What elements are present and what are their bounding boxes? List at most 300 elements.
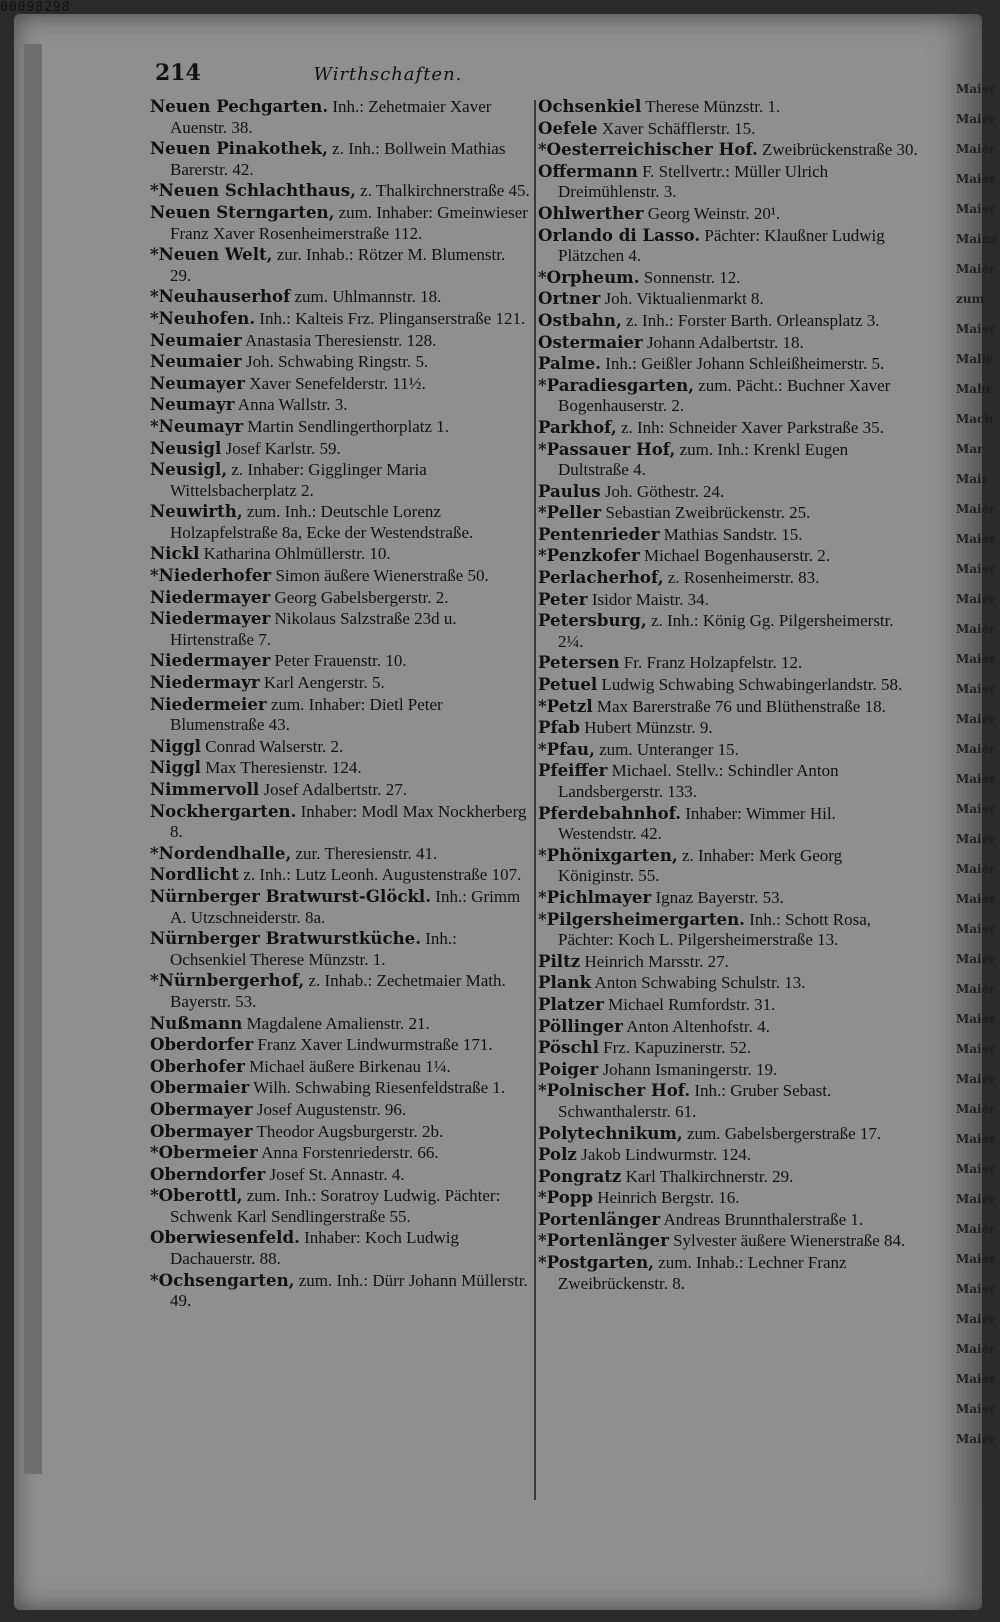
- entry-name: Niggl: [150, 757, 201, 778]
- entry-details: Anastasia Theresienstr. 128.: [241, 330, 437, 350]
- edge-fragment: Maier: [956, 562, 996, 576]
- entry-name: Neumayr: [150, 394, 235, 415]
- entry-name: Neumaier: [150, 329, 242, 350]
- edge-fragment: Maier: [956, 832, 996, 846]
- edge-fragment: Maier: [956, 682, 996, 696]
- entry-details: Josef Karlstr. 59.: [221, 438, 341, 458]
- entry-name: *Pichlmayer: [538, 886, 652, 907]
- directory-entry: [538, 1016, 918, 1038]
- edge-fragment: Maier: [956, 982, 996, 996]
- edge-fragment: Maier: [956, 652, 996, 666]
- entry-name: Polz: [538, 1144, 577, 1165]
- directory-entry: [150, 1270, 530, 1312]
- directory-entry: [150, 96, 530, 138]
- entry-details: zum. Inh.: Krenkl Eugen Dultstraße 4.: [558, 439, 849, 480]
- entry-details: Theodor Augsburgerstr. 2b.: [252, 1121, 444, 1141]
- entry-details: Ludwig Schwabing Schwabingerlandstr. 58.: [597, 675, 903, 695]
- entry-details: Franz Xaver Lindwurmstraße 171.: [253, 1035, 493, 1055]
- edge-fragment: Maier: [956, 922, 996, 936]
- entry-name: Ohlwerther: [538, 202, 644, 223]
- edge-fragment: Maier: [956, 1342, 996, 1356]
- entry-details: Karl Thalkirchnerstr. 29.: [621, 1166, 794, 1186]
- entry-details: Anna Wallstr. 3.: [234, 395, 348, 415]
- entry-name: Orlando di Lasso.: [538, 224, 701, 245]
- directory-entry: [150, 672, 530, 694]
- directory-entry: [150, 330, 530, 352]
- directory-entry: [150, 757, 530, 779]
- entry-details: Anna Forstenriederstr. 66.: [257, 1143, 439, 1163]
- page-header: [155, 60, 615, 90]
- directory-entry: [538, 589, 918, 611]
- edge-fragment: Maier: [956, 532, 996, 546]
- page-number: 214: [155, 60, 201, 86]
- edge-fragment: Mainz: [956, 232, 998, 246]
- directory-entry: [150, 501, 530, 543]
- entry-details: Max Barerstraße 76 und Blüthenstraße 18.: [592, 696, 886, 716]
- directory-entry: [538, 1252, 918, 1294]
- entry-name: *Paradiesgarten,: [538, 374, 694, 395]
- directory-entry: [538, 161, 918, 203]
- entry-details: zum. Inh.: Soratroy Ludwig. Pächter: Schwenk Karl Sendlingerstraße 55.: [170, 1186, 501, 1226]
- directory-entry: [150, 928, 530, 970]
- entry-name: Oberdorfer: [150, 1034, 254, 1055]
- entry-name: *Oesterreichischer Hof.: [538, 139, 758, 160]
- edge-fragment: Maier: [956, 202, 996, 216]
- edge-fragment: Maier: [956, 172, 996, 186]
- entry-details: Xaver Schäfflerstr. 15.: [597, 118, 756, 138]
- entry-name: *Ochsengarten,: [150, 1269, 295, 1290]
- entry-name: Petuel: [538, 674, 598, 695]
- entry-details: Katharina Ohlmüllerstr. 10.: [199, 544, 391, 564]
- entry-details: Max Theresienstr. 124.: [200, 758, 362, 778]
- directory-entry: [538, 332, 918, 354]
- edge-fragment: zum: [956, 292, 985, 306]
- edge-fragment: Maier: [956, 1012, 996, 1026]
- entry-details: Inhaber: Modl Max Nockherberg 8.: [170, 801, 527, 842]
- entry-name: Oberwiesenfeld.: [150, 1227, 300, 1248]
- directory-entry: [538, 1059, 918, 1081]
- entry-details: zum. Inhaber: Gmeinwieser Franz Xaver Rosenheimerstraße 112.: [170, 202, 528, 243]
- entry-details: z. Inh.: Bollwein Mathias Barerstr. 42.: [170, 139, 506, 179]
- edge-fragment: Maier: [956, 862, 996, 876]
- entry-name: *Peller: [538, 502, 602, 523]
- entry-name: Oefele: [538, 117, 598, 138]
- directory-entry: [538, 1209, 918, 1231]
- directory-entry: [538, 696, 918, 718]
- directory-entry: [538, 909, 918, 951]
- directory-entry: [538, 717, 918, 739]
- directory-entry: [538, 803, 918, 845]
- entry-details: Peter Frauenstr. 10.: [270, 651, 407, 671]
- entry-name: Obermaier: [150, 1077, 250, 1098]
- entry-name: *Neuhofen.: [150, 307, 256, 328]
- directory-entry: [538, 502, 918, 524]
- directory-entry: [538, 310, 918, 332]
- edge-fragment: Maier: [956, 1192, 996, 1206]
- entry-name: Polytechnikum,: [538, 1122, 683, 1143]
- entry-name: Nickl: [150, 543, 200, 564]
- entry-name: Neusigl,: [150, 459, 228, 480]
- entry-details: zum. Inh.: Dürr Johann Müllerstr. 49.: [170, 1270, 528, 1311]
- entry-details: Inh.: Schott Rosa, Pächter: Koch L. Pilgersheimerstraße 13.: [558, 909, 872, 950]
- right-column: [538, 96, 918, 1294]
- entry-details: Inh.: Kalteis Frz. Plinganserstraße 121.: [255, 308, 526, 328]
- entry-details: z. Inhaber: Merk Georg Königinstr. 55.: [558, 845, 843, 886]
- edge-fragment: Maier: [956, 112, 996, 126]
- entry-name: *Niederhofer: [150, 565, 272, 586]
- directory-entry: [150, 864, 530, 886]
- entry-details: zum. Unteranger 15.: [594, 739, 739, 759]
- entry-details: Fr. Franz Holzapfelstr. 12.: [619, 653, 803, 673]
- directory-entry: [150, 736, 530, 758]
- entry-name: Neusigl: [150, 437, 222, 458]
- entry-name: Portenlänger: [538, 1208, 661, 1229]
- entry-details: Nikolaus Salzstraße 23d u. Hirtenstraße 7.: [170, 609, 457, 649]
- entry-details: Inh.: Ochsenkiel Therese Münzstr. 1.: [170, 929, 457, 969]
- entry-details: Josef Adalbertstr. 27.: [259, 780, 408, 799]
- directory-entry: [150, 1099, 530, 1121]
- entry-details: Ignaz Bayerstr. 53.: [651, 887, 784, 907]
- edge-fragment: Maier: [956, 1312, 996, 1326]
- directory-entry: [538, 951, 918, 973]
- entry-details: Sebastian Zweibrückenstr. 25.: [601, 503, 811, 523]
- entry-name: Pentenrieder: [538, 523, 660, 544]
- entry-details: z. Inh.: König Gg. Pilgersheimerstr. 2¼.: [558, 611, 894, 651]
- entry-name: Paulus: [538, 480, 601, 501]
- entry-name: Pöschl: [538, 1037, 599, 1058]
- entry-details: Joh. Schwabing Ringstr. 5.: [241, 352, 429, 372]
- entry-name: Oberhofer: [150, 1055, 245, 1076]
- directory-entry: [150, 244, 530, 286]
- directory-entry: [150, 459, 530, 501]
- entry-details: zum. Uhlmannstr. 18.: [290, 287, 442, 307]
- entry-details: z. Inhab.: Zechetmaier Math. Bayerstr. 53.: [170, 971, 506, 1011]
- entry-details: Heinrich Marsstr. 27.: [580, 951, 729, 971]
- entry-name: Pfeiffer: [538, 760, 608, 781]
- edge-fragment: Maier: [956, 502, 996, 516]
- entry-name: Nordlicht: [150, 864, 240, 885]
- entry-details: Georg Weinstr. 20¹.: [643, 203, 781, 223]
- entry-name: *Neuen Welt,: [150, 244, 273, 265]
- entry-details: zur. Inhab.: Rötzer M. Blumenstr. 29.: [170, 245, 506, 285]
- entry-name: Nürnberger Bratwurst-Glöckl.: [150, 885, 432, 906]
- entry-name: Niedermayer: [150, 608, 271, 629]
- entry-details: Inh.: Grimm A. Utzschneiderstr. 8a.: [170, 886, 521, 927]
- directory-entry: [538, 1166, 918, 1188]
- entry-name: Ostbahn,: [538, 309, 622, 330]
- entry-name: Pfab: [538, 717, 580, 738]
- entry-name: *Pfau,: [538, 738, 595, 759]
- directory-entry: [150, 394, 530, 416]
- directory-entry: [538, 118, 918, 140]
- edge-fragment: Maier: [956, 802, 996, 816]
- entry-details: Magdalene Amalienstr. 21.: [242, 1013, 430, 1033]
- directory-entry: [150, 970, 530, 1012]
- directory-entry: [150, 1164, 530, 1186]
- directory-entry: [150, 438, 530, 460]
- entry-details: zum. Inhaber: Dietl Peter Blumenstraße 43.: [170, 694, 443, 735]
- page-gutter: [24, 44, 42, 1474]
- edge-fragment: Maier: [956, 1132, 996, 1146]
- entry-details: zum. Gabelsbergerstraße 17.: [682, 1123, 882, 1143]
- entry-details: z. Inh.: Forster Barth. Orleansplatz 3.: [621, 310, 880, 330]
- entry-details: Anton Altenhofstr. 4.: [622, 1016, 770, 1036]
- entry-name: Pöllinger: [538, 1015, 623, 1036]
- edge-fragment: Maier: [956, 1402, 996, 1416]
- edge-fragment: Maier: [956, 712, 996, 726]
- entry-name: *Neuen Schlachthaus,: [150, 180, 356, 201]
- edge-fragment: Maier: [956, 1102, 996, 1116]
- left-column: [150, 96, 530, 1312]
- directory-entry: [150, 1013, 530, 1035]
- directory-entry: [150, 1077, 530, 1099]
- entry-details: Mathias Sandstr. 15.: [659, 524, 803, 544]
- directory-entry: [538, 845, 918, 887]
- entry-details: Andreas Brunnthalerstraße 1.: [660, 1209, 864, 1229]
- edge-fragment: Maier: [956, 322, 996, 336]
- directory-entry: [538, 994, 918, 1016]
- edge-fragment: Maier: [956, 1222, 996, 1236]
- directory-entry: [538, 972, 918, 994]
- entry-details: z. Thalkirchnerstraße 45.: [355, 181, 530, 201]
- entry-name: *Phönixgarten,: [538, 844, 678, 865]
- column-rule: [534, 100, 536, 1500]
- entry-name: *Oberottl,: [150, 1185, 243, 1206]
- entry-details: z. Inh: Schneider Xaver Parkstraße 35.: [616, 417, 884, 437]
- directory-entry: [150, 351, 530, 373]
- entry-details: Sonnenstr. 12.: [639, 267, 741, 287]
- entry-name: *Passauer Hof,: [538, 438, 676, 459]
- edge-fragment: Maier: [956, 1432, 996, 1446]
- directory-entry: [538, 267, 918, 289]
- entry-details: Karl Aengerstr. 5.: [259, 673, 385, 693]
- entry-name: Ostermaier: [538, 331, 643, 352]
- directory-entry: [150, 843, 530, 865]
- entry-details: Georg Gabelsbergerstr. 2.: [270, 587, 449, 607]
- directory-entry: [538, 1230, 918, 1252]
- entry-name: Niggl: [150, 735, 201, 756]
- entry-name: Parkhof,: [538, 416, 617, 437]
- edge-fragment: Maier: [956, 82, 996, 96]
- entry-name: Nürnberger Bratwurstküche.: [150, 928, 421, 949]
- entry-details: z. Inh.: Lutz Leonh. Augustenstraße 107.: [239, 865, 522, 885]
- directory-entry: [150, 1056, 530, 1078]
- entry-details: Johann Adalbertstr. 18.: [642, 332, 804, 352]
- entry-details: Inhaber: Koch Ludwig Dachauerstr. 88.: [170, 1228, 459, 1269]
- entry-details: zum. Inhab.: Lechner Franz Zweibrückenstr. 8.: [558, 1253, 847, 1293]
- directory-entry: [150, 608, 530, 650]
- edge-fragment: Maier: [956, 772, 996, 786]
- directory-entry: [538, 1080, 918, 1122]
- directory-entry: [538, 1187, 918, 1209]
- directory-entry: [150, 565, 530, 587]
- entry-name: *Nürnbergerhof,: [150, 970, 305, 991]
- entry-name: *Nordendhalle,: [150, 842, 292, 863]
- entry-details: zum. Inh.: Deutschle Lorenz Holzapfelstraße 8a, Ecke der Westendstraße.: [170, 502, 474, 542]
- edge-fragment: Maier: [956, 1282, 996, 1296]
- directory-entry: [538, 610, 918, 652]
- entry-details: Frz. Kapuzinerstr. 52.: [598, 1038, 751, 1058]
- entry-details: Jakob Lindwurmstr. 124.: [576, 1145, 752, 1165]
- entry-details: Michael. Stellv.: Schindler Anton Landsbergerstr. 133.: [558, 761, 839, 801]
- edge-fragment: Mar: [956, 442, 984, 456]
- directory-entry: [538, 96, 918, 118]
- entry-name: Piltz: [538, 950, 581, 971]
- entry-name: Poiger: [538, 1058, 599, 1079]
- edge-fragment: Maier: [956, 892, 996, 906]
- entry-name: Nockhergarten.: [150, 800, 297, 821]
- entry-details: Sylvester äußere Wienerstraße 84.: [668, 1231, 906, 1251]
- directory-entry: [538, 674, 918, 696]
- entry-details: Wilh. Schwabing Riesenfeldstraße 1.: [249, 1078, 506, 1098]
- entry-details: Zweibrückenstraße 30.: [757, 140, 918, 160]
- entry-details: Anton Schwabing Schulstr. 13.: [591, 973, 806, 993]
- entry-details: Inhaber: Wimmer Hil. Westendstr. 42.: [558, 803, 836, 844]
- entry-name: Neumayer: [150, 372, 246, 393]
- directory-entry: [538, 1144, 918, 1166]
- directory-entry: [150, 416, 530, 438]
- directory-entry: [538, 524, 918, 546]
- entry-name: Plank: [538, 972, 592, 993]
- entry-name: *Popp: [538, 1187, 593, 1208]
- edge-fragment: Maier: [956, 742, 996, 756]
- entry-name: *Portenlänger: [538, 1230, 669, 1251]
- entry-details: Inh.: Geißler Johann Schleißheimerstr. 5.: [600, 354, 885, 374]
- directory-entry: [538, 288, 918, 310]
- directory-entry: [538, 225, 918, 267]
- directory-entry: [150, 779, 530, 801]
- edge-fragment: Maier: [956, 1252, 996, 1266]
- entry-name: Pferdebahnhof.: [538, 802, 682, 823]
- entry-name: Peter: [538, 588, 588, 609]
- entry-name: Petersburg,: [538, 610, 647, 631]
- entry-name: Oberndorfer: [150, 1163, 266, 1184]
- scan-id: 00098298: [0, 0, 71, 15]
- directory-entry: [538, 545, 918, 567]
- entry-name: Neuen Sterngarten,: [150, 201, 335, 222]
- directory-entry: [538, 760, 918, 802]
- directory-entry: [538, 375, 918, 417]
- entry-details: zur. Theresienstr. 41.: [291, 843, 438, 863]
- edge-fragment: Maier: [956, 262, 996, 276]
- entry-name: *Postgarten,: [538, 1252, 654, 1273]
- directory-entry: [538, 652, 918, 674]
- entry-details: Isidor Maistr. 34.: [587, 589, 709, 609]
- edge-fragment: Maier: [956, 1072, 996, 1086]
- entry-name: *Petzl: [538, 695, 593, 716]
- directory-entry: [150, 587, 530, 609]
- entry-details: Michael Bogenhauserstr. 2.: [639, 546, 831, 566]
- entry-name: Platzer: [538, 993, 604, 1014]
- directory-entry: [538, 481, 918, 503]
- entry-details: Heinrich Bergstr. 16.: [592, 1188, 740, 1208]
- directory-entry: [150, 180, 530, 202]
- entry-details: Johann Ismaningerstr. 19.: [598, 1059, 778, 1079]
- entry-name: Ortner: [538, 288, 601, 309]
- directory-entry: [538, 567, 918, 589]
- entry-details: Inh.: Zehetmaier Xaver Auenstr. 38.: [170, 97, 492, 137]
- entry-details: Pächter: Klaußner Ludwig Plätzchen 4.: [558, 225, 885, 266]
- directory-entry: [150, 543, 530, 565]
- entry-name: Niedermayer: [150, 586, 271, 607]
- directory-entry: [538, 139, 918, 161]
- entry-details: Michael äußere Birkenau 1¼.: [244, 1056, 451, 1076]
- entry-name: Neuen Pechgarten.: [150, 96, 329, 116]
- running-head: Wirthschaften.: [313, 64, 463, 85]
- entry-details: Hubert Münzstr. 9.: [579, 718, 713, 738]
- entry-details: zum. Pächt.: Buchner Xaver Bogenhauserstr. 2.: [558, 375, 891, 416]
- entry-name: Perlacherhof,: [538, 567, 664, 588]
- entry-name: Obermayer: [150, 1120, 253, 1141]
- entry-details: Josef Augustenstr. 96.: [252, 1099, 407, 1119]
- edge-fragment: Maier: [956, 622, 996, 636]
- entry-name: *Neuhauserhof: [150, 286, 291, 307]
- entry-name: Petersen: [538, 652, 620, 673]
- entry-name: Niedermayr: [150, 672, 260, 693]
- entry-name: Neuwirth,: [150, 501, 243, 522]
- directory-entry: [150, 694, 530, 736]
- entry-name: *Polnischer Hof.: [538, 1080, 691, 1101]
- directory-entry: [150, 1185, 530, 1227]
- entry-details: Simon äußere Wienerstraße 50.: [271, 566, 489, 586]
- entry-name: Palme.: [538, 353, 601, 374]
- entry-details: Josef St. Annastr. 4.: [265, 1164, 405, 1184]
- entry-details: Conrad Walserstr. 2.: [200, 736, 344, 756]
- edge-fragment: Malie: [956, 352, 994, 366]
- directory-entry: [150, 886, 530, 928]
- entry-name: *Penzkofer: [538, 545, 640, 566]
- entry-details: Joh. Göthestr. 24.: [600, 481, 725, 501]
- directory-entry: [538, 203, 918, 225]
- entry-details: F. Stellvertr.: Müller Ulrich Dreimühlenstr. 3.: [558, 161, 829, 202]
- entry-details: z. Inhaber: Gigglinger Maria Wittelsbacherplatz 2.: [170, 460, 427, 500]
- directory-entry: [538, 439, 918, 481]
- edge-fragment: Maier: [956, 592, 996, 606]
- entry-name: Nußmann: [150, 1012, 243, 1033]
- edge-fragment: Mair: [956, 472, 988, 486]
- edge-fragment: Maier: [956, 1372, 996, 1386]
- entry-details: Joh. Viktualienmarkt 8.: [600, 289, 764, 309]
- entry-name: Pongratz: [538, 1165, 622, 1186]
- entry-details: Michael Rumfordstr. 31.: [603, 994, 776, 1014]
- entry-name: *Orpheum.: [538, 266, 640, 287]
- entry-details: Therese Münzstr. 1.: [641, 97, 781, 116]
- entry-name: Ochsenkiel: [538, 96, 642, 116]
- edge-fragment: Maier: [956, 1042, 996, 1056]
- directory-entry: [150, 202, 530, 244]
- directory-entry: [538, 887, 918, 909]
- directory-entry: [150, 1121, 530, 1143]
- directory-entry: [538, 417, 918, 439]
- entry-details: z. Rosenheimerstr. 83.: [663, 568, 820, 588]
- directory-entry: [538, 739, 918, 761]
- entry-name: Obermayer: [150, 1098, 253, 1119]
- directory-entry: [150, 308, 530, 330]
- entry-name: *Obermeier: [150, 1142, 258, 1163]
- edge-fragment: Mach: [956, 412, 994, 426]
- directory-entry: [150, 138, 530, 180]
- entry-name: Neumaier: [150, 351, 242, 372]
- directory-entry: [538, 1123, 918, 1145]
- directory-entry: [150, 1227, 530, 1269]
- entry-details: Inh.: Gruber Sebast. Schwanthalerstr. 61.: [558, 1081, 832, 1121]
- entry-name: Niedermeier: [150, 693, 267, 714]
- edge-fragment: Maier: [956, 1162, 996, 1176]
- directory-entry: [538, 1037, 918, 1059]
- entry-details: Martin Sendlingerthorplatz 1.: [243, 416, 450, 436]
- directory-entry: [150, 1034, 530, 1056]
- facing-page-edge: [952, 74, 998, 1504]
